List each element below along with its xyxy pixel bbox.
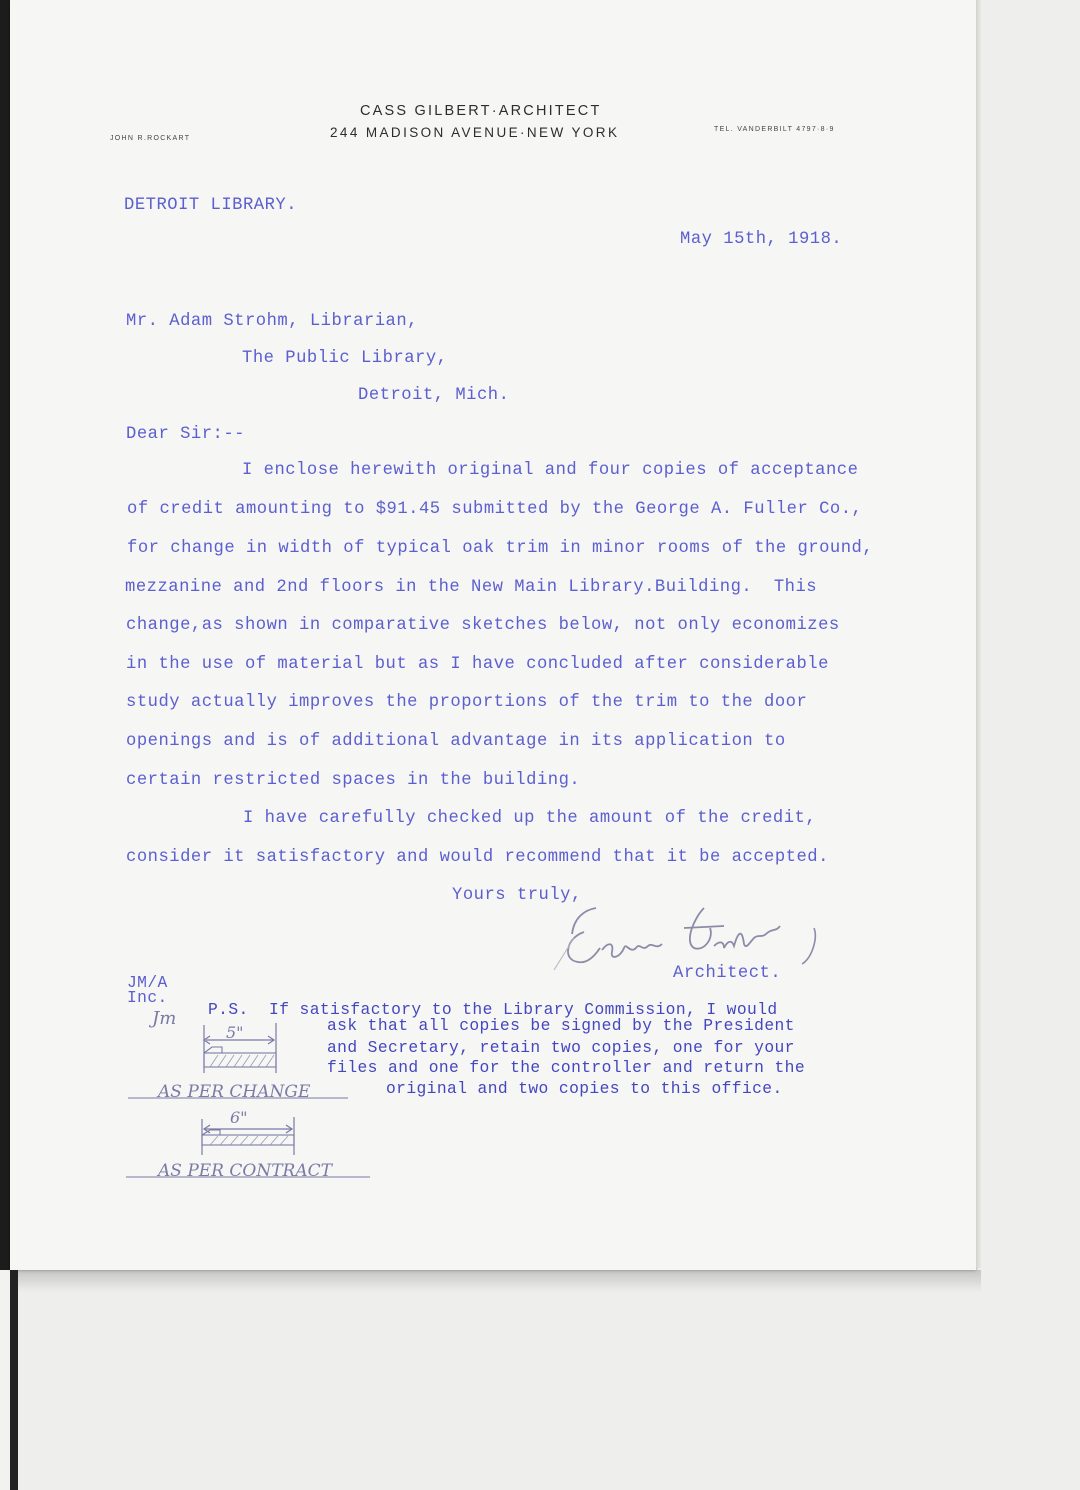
body-line: study actually improves the proportions of the trim to the door <box>126 693 808 712</box>
body-line: change,as shown in comparative sketches below, not only economizes <box>126 616 840 635</box>
ps-line: original and two copies to this office. <box>386 1079 783 1098</box>
page-shadow <box>16 1270 981 1292</box>
letterhead-telephone: TEL. VANDERBILT 4797·8·9 <box>714 126 835 133</box>
initials-line: JM/A <box>127 973 168 992</box>
bottom-label: AS PER CONTRACT <box>158 1161 332 1181</box>
recipient-name: Mr. Adam Strohm, Librarian, <box>126 312 418 331</box>
trim-sketch <box>118 1005 388 1195</box>
handwritten-initial: Jm <box>152 1008 177 1029</box>
page-edge <box>976 0 981 1268</box>
closing: Yours truly, <box>452 886 582 905</box>
top-label: AS PER CHANGE <box>158 1082 311 1102</box>
ps-line: P.S. If satisfactory to the Library Commission, I would <box>208 1000 778 1019</box>
scan-left-strip <box>10 1270 18 1490</box>
salutation: Dear Sir:-- <box>126 425 245 444</box>
letterhead-firm: CASS GILBERT·ARCHITECT <box>360 103 602 119</box>
body-line: certain restricted spaces in the building. <box>126 771 581 790</box>
body-line: for change in width of typical oak trim in minor rooms of the ground, <box>127 539 874 558</box>
body-line: consider it satisfactory and would recommend that it be accepted. <box>126 848 829 867</box>
recipient-city: Detroit, Mich. <box>358 386 510 405</box>
signature-title: Architect. <box>673 964 782 983</box>
ps-line: ask that all copies be signed by the President <box>327 1016 795 1035</box>
letterhead-address: 244 MADISON AVENUE·NEW YORK <box>330 125 620 140</box>
body-line: mezzanine and 2nd floors in the New Main Library.Building. This <box>125 578 818 597</box>
letterhead-left-name: JOHN R.ROCKART <box>110 135 191 142</box>
scan-left-edge <box>0 0 10 1490</box>
initials-line: Inc. <box>127 988 168 1007</box>
body-line: in the use of material but as I have concluded after considerable <box>126 655 829 674</box>
ps-line: and Secretary, retain two copies, one for your <box>327 1038 795 1057</box>
body-line: I enclose herewith original and four copies of acceptance <box>242 461 859 480</box>
recipient-org: The Public Library, <box>242 349 448 368</box>
body-line: I have carefully checked up the amount of the credit, <box>243 809 817 828</box>
letter-date: May 15th, 1918. <box>680 230 843 249</box>
bottom-dimension: 6" <box>230 1108 248 1127</box>
top-dimension: 5" <box>226 1023 244 1042</box>
subject-heading: DETROIT LIBRARY. <box>124 196 298 215</box>
body-line: of credit amounting to $91.45 submitted by the George A. Fuller Co., <box>127 500 863 519</box>
body-line: openings and is of additional advantage in its application to <box>126 732 786 751</box>
ps-line: files and one for the controller and return the <box>327 1058 806 1077</box>
